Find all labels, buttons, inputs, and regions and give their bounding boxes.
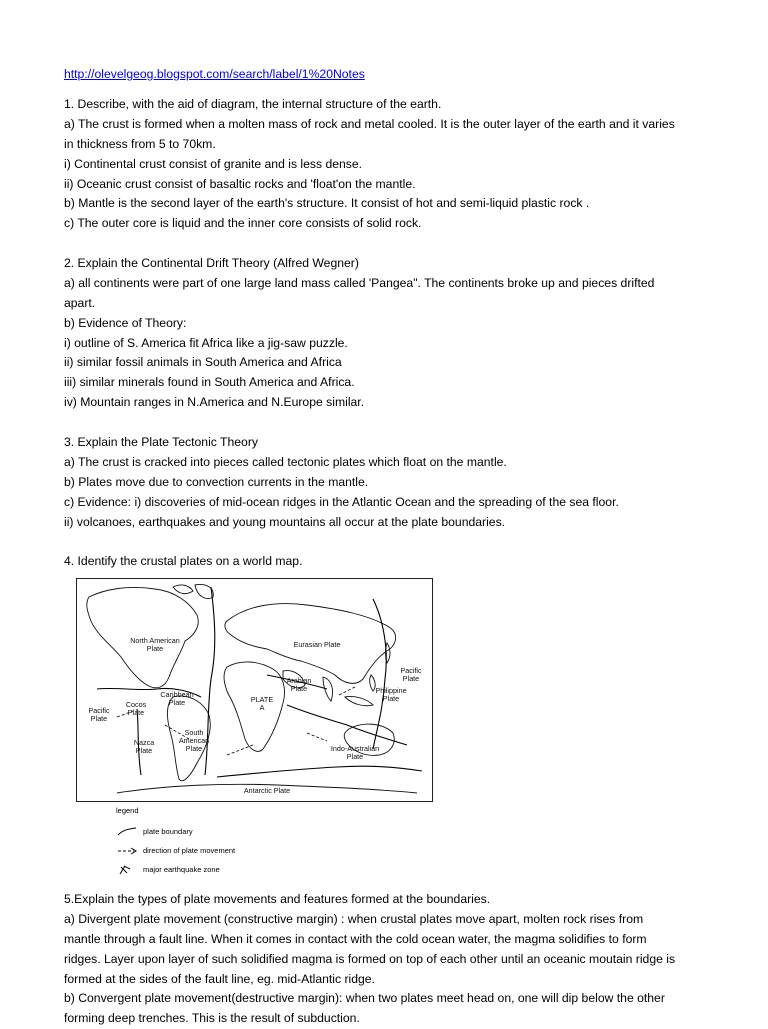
text-line: a) all continents were part of one large land mass called 'Pangea". The continents broke up and pieces drifted: [64, 275, 655, 290]
text-line: 5.Explain the types of plate movements and features formed at the boundaries.: [64, 892, 491, 906]
text-line: ii) volcanoes, earthquakes and young mountains all occur at the plate boundaries.: [64, 514, 506, 529]
label-north-american-plate: North American Plate: [130, 636, 180, 653]
text-line: a) The crust is formed when a molten mass of rock and metal cooled. It is the outer layer of the earth and it varies: [64, 116, 675, 131]
label-caribbean-plate: Caribbean Plate: [160, 690, 194, 707]
text-line: ridges. Layer upon layer of such solidified magma is formed on top of each other until an oceanic moutain ridge is: [64, 951, 676, 966]
earthquake-zone-icon: [116, 865, 138, 875]
text-line: apart.: [64, 295, 96, 310]
label-cocos-plate: Cocos Plate: [125, 700, 147, 717]
section-4: [64, 552, 724, 572]
text-line: b) Evidence of Theory:: [64, 315, 187, 330]
legend-label: major earthquake zone: [143, 865, 220, 874]
label-antarctic-plate: Antarctic Plate: [243, 786, 291, 795]
section-5: [64, 890, 724, 1029]
text-line: c) The outer core is liquid and the inner core consists of solid rock.: [64, 216, 422, 231]
label-indo-australian-plate: Indo-Australian Plate: [330, 744, 380, 761]
label-nazca-plate: Nazca Plate: [133, 738, 155, 755]
text-line: formed at the sides of the fault line, eg. mid-Atlantic ridge.: [64, 971, 375, 986]
text-line: 1. Describe, with the aid of diagram, the internal structure of the earth.: [64, 97, 442, 111]
label-arabian-plate: Arabian Plate: [286, 676, 312, 693]
section-3: [64, 433, 724, 532]
label-plate-a: PLATE A: [250, 695, 274, 712]
source-link[interactable]: http://olevelgeog.blogspot.com/search/label/1%20Notes: [64, 67, 365, 81]
map-legend: [116, 806, 336, 876]
text-line: 3. Explain the Plate Tectonic Theory: [64, 435, 258, 449]
text-line: b) Convergent plate movement(destructive margin): when two plates meet head on, one will dip below the other: [64, 991, 665, 1006]
label-pacific-plate-left: Pacific Plate: [88, 706, 110, 723]
section-1: [64, 95, 724, 234]
text-line: b) Mantle is the second layer of the earth's structure. It consist of hot and semi-liquid plastic rock .: [64, 196, 590, 211]
label-philippine-plate: Philippine Plate: [375, 686, 407, 703]
text-line: a) The crust is cracked into pieces called tectonic plates which float on the mantle.: [64, 454, 507, 469]
text-line: 4. Identify the crustal plates on a world map.: [64, 554, 303, 568]
text-line: mantle through a fault line. When it comes in contact with the cold ocean water, the magma solidifies to form: [64, 931, 647, 946]
text-line: in thickness from 5 to 70km.: [64, 136, 216, 151]
label-south-american-plate: South American Plate: [178, 728, 210, 753]
boundary-line-icon: [116, 827, 138, 837]
legend-label: direction of plate movement: [143, 846, 236, 855]
text-line: ii) Oceanic crust consist of basaltic rocks and 'float'on the mantle.: [64, 176, 416, 191]
plate-map-figure: [76, 578, 433, 802]
movement-arrow-icon: [116, 846, 138, 856]
text-line: iv) Mountain ranges in N.America and N.Europe similar.: [64, 395, 365, 410]
text-line: i) outline of S. America fit Africa like a jig-saw puzzle.: [64, 335, 348, 350]
text-line: 2. Explain the Continental Drift Theory (Alfred Wegner): [64, 256, 359, 270]
label-eurasian-plate: Eurasian Plate: [293, 640, 341, 649]
text-line: forming deep trenches. This is the result of subduction.: [64, 1011, 360, 1026]
text-line: ii) similar fossil animals in South America and Africa: [64, 355, 342, 370]
text-line: c) Evidence: i) discoveries of mid-ocean ridges in the Atlantic Ocean and the spreading of the sea floor.: [64, 494, 619, 509]
text-line: b) Plates move due to convection currents in the mantle.: [64, 474, 369, 489]
text-line: i) Continental crust consist of granite and is less dense.: [64, 156, 363, 171]
legend-label: plate boundary: [143, 827, 193, 836]
section-2: [64, 254, 724, 413]
legend-title: legend: [116, 806, 139, 815]
text-line: iii) similar minerals found in South America and Africa.: [64, 375, 355, 390]
text-line: a) Divergent plate movement (constructive margin) : when crustal plates move apart, molten rock rises from: [64, 911, 644, 926]
label-pacific-plate-right: Pacific Plate: [400, 666, 422, 683]
